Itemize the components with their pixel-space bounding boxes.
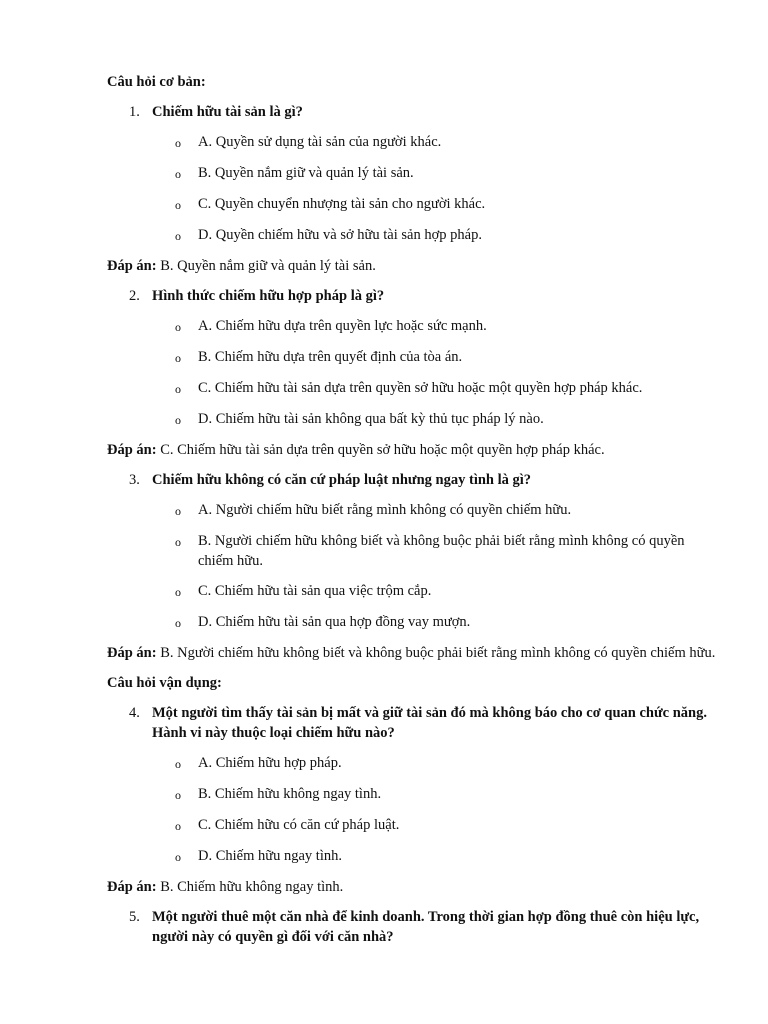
option-text: B. Chiếm hữu dựa trên quyết định của tòa án. [198, 349, 463, 365]
option-text: B. Quyền nắm giữ và quản lý tài sản. [198, 165, 414, 181]
option-text: C. Quyền chuyển nhượng tài sản cho người khác. [198, 196, 486, 212]
option-item [107, 500, 717, 521]
option-item [107, 132, 717, 153]
bullet-icon: o [175, 136, 181, 150]
option-text: D. Chiếm hữu ngay tình. [198, 848, 342, 864]
option-item [107, 378, 717, 399]
option-text: A. Người chiếm hữu biết rằng mình không có quyền chiếm hữu. [198, 502, 572, 518]
bullet-icon: o [175, 320, 181, 334]
question-number: 1. [129, 104, 140, 120]
option-item [107, 846, 717, 867]
question-text: Một người tìm thấy tài sản bị mất và giữ tài sản đó mà không báo cho cơ quan chức năng. Hành vi này thuộc loại chiếm hữu nào? [152, 705, 707, 741]
bullet-icon: o [175, 850, 181, 864]
answer-text: C. Chiếm hữu tài sản dựa trên quyền sở hữu hoặc một quyền hợp pháp khác. [160, 442, 605, 458]
section-title-basic: Câu hỏi cơ bản: [107, 74, 206, 90]
bullet-icon: o [175, 351, 181, 365]
question-1 [107, 102, 717, 122]
option-text: D. Chiếm hữu tài sản không qua bất kỳ thủ tục pháp lý nào. [198, 411, 544, 427]
option-item [107, 194, 717, 215]
question-number: 5. [129, 909, 140, 925]
answer-label: Đáp án: [107, 258, 157, 274]
question-text: Một người thuê một căn nhà để kinh doanh. Trong thời gian hợp đồng thuê còn hiệu lực, người này có quyền gì đối với căn nhà? [152, 909, 700, 945]
answer-2 [107, 440, 717, 460]
question-4 [107, 703, 717, 743]
option-text: C. Chiếm hữu tài sản dựa trên quyền sở hữu hoặc một quyền hợp pháp khác. [198, 380, 643, 396]
option-list-4 [107, 753, 717, 867]
option-item [107, 163, 717, 184]
bullet-icon: o [175, 504, 181, 518]
question-text: Chiếm hữu tài sản là gì? [152, 104, 303, 120]
answer-label: Đáp án: [107, 879, 157, 895]
answer-4 [107, 877, 717, 897]
answer-label: Đáp án: [107, 442, 157, 458]
option-text: C. Chiếm hữu có căn cứ pháp luật. [198, 817, 400, 833]
option-list-1 [107, 132, 717, 246]
question-number: 4. [129, 705, 140, 721]
question-2 [107, 286, 717, 306]
bullet-icon: o [175, 585, 181, 599]
answer-1 [107, 256, 717, 276]
option-text: B. Người chiếm hữu không biết và không buộc phải biết rằng mình không có quyền chiếm hữu. [198, 533, 685, 569]
option-item [107, 612, 717, 633]
question-5 [107, 907, 717, 947]
option-list-2 [107, 316, 717, 430]
option-item [107, 409, 717, 430]
option-item [107, 581, 717, 602]
document-page [107, 72, 717, 957]
option-text: B. Chiếm hữu không ngay tình. [198, 786, 382, 802]
answer-3 [107, 643, 717, 663]
bullet-icon: o [175, 788, 181, 802]
answer-text: B. Người chiếm hữu không biết và không buộc phải biết rằng mình không có quyền chiếm hữu. [160, 645, 716, 661]
question-text: Hình thức chiếm hữu hợp pháp là gì? [152, 288, 385, 304]
option-text: D. Chiếm hữu tài sản qua hợp đồng vay mượn. [198, 614, 471, 630]
bullet-icon: o [175, 616, 181, 630]
option-text: D. Quyền chiếm hữu và sở hữu tài sản hợp pháp. [198, 227, 482, 243]
option-text: A. Chiếm hữu dựa trên quyền lực hoặc sức mạnh. [198, 318, 487, 334]
option-item [107, 347, 717, 368]
option-item [107, 225, 717, 246]
question-number: 3. [129, 472, 140, 488]
bullet-icon: o [175, 819, 181, 833]
option-item [107, 316, 717, 337]
bullet-icon: o [175, 757, 181, 771]
option-text: A. Chiếm hữu hợp pháp. [198, 755, 342, 771]
option-item [107, 784, 717, 805]
answer-label: Đáp án: [107, 645, 157, 661]
option-item [107, 531, 717, 571]
bullet-icon: o [175, 167, 181, 181]
bullet-icon: o [175, 198, 181, 212]
option-text: A. Quyền sử dụng tài sản của người khác. [198, 134, 442, 150]
answer-text: B. Chiếm hữu không ngay tình. [160, 879, 344, 895]
question-number: 2. [129, 288, 140, 304]
question-3 [107, 470, 717, 490]
section-title-applied: Câu hỏi vận dụng: [107, 675, 222, 691]
option-text: C. Chiếm hữu tài sản qua việc trộm cắp. [198, 583, 432, 599]
bullet-icon: o [175, 413, 181, 427]
bullet-icon: o [175, 229, 181, 243]
option-item [107, 815, 717, 836]
bullet-icon: o [175, 382, 181, 396]
question-text: Chiếm hữu không có căn cứ pháp luật nhưng ngay tình là gì? [152, 472, 532, 488]
answer-text: B. Quyền nắm giữ và quản lý tài sản. [160, 258, 376, 274]
option-item [107, 753, 717, 774]
bullet-icon: o [175, 535, 181, 549]
option-list-3 [107, 500, 717, 633]
